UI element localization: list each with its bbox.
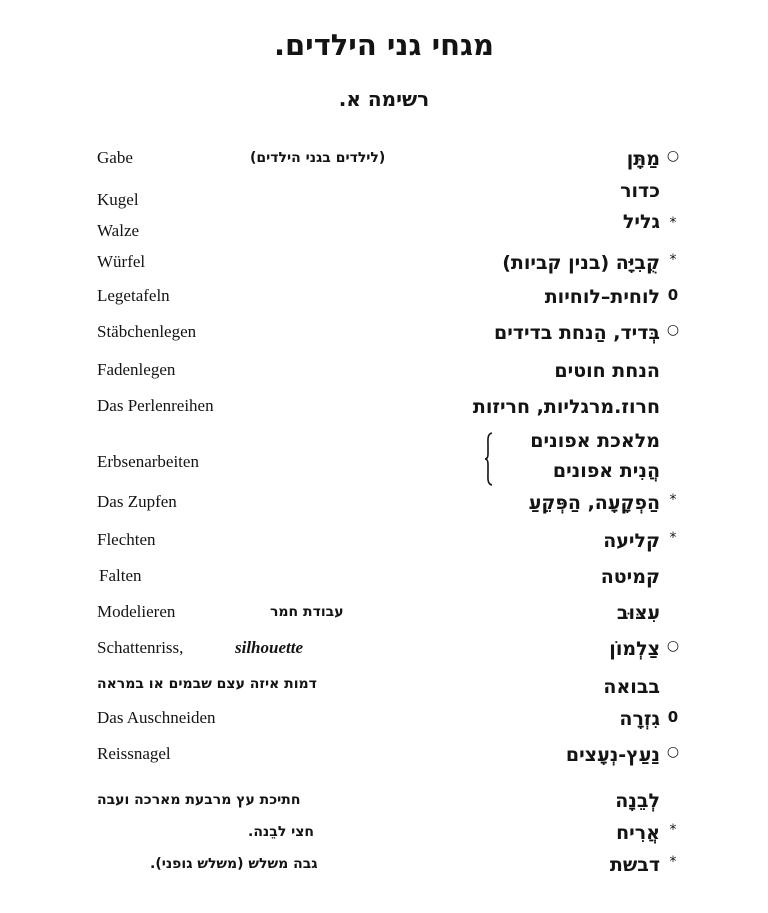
german-term: Reissnagel [97,744,171,763]
german-term: Legetafeln [97,286,170,305]
hebrew-term: חרוז.מרגליות, חריזות [472,396,660,418]
german-term: Stäbchenlegen [97,322,197,341]
list-item [0,530,768,560]
entry-marker: ○ [666,638,680,654]
list-item [0,360,768,390]
german-term: Walze [97,221,140,240]
list-item [0,854,768,884]
entry-note: חצי לבֵנה. [248,824,315,840]
entry-note: גבה משלש (משלש גופני). [150,856,318,872]
list-item [0,492,768,522]
list-item [0,676,768,706]
hebrew-term: קמיטה [600,566,660,588]
hebrew-term: נַעַץ-נְעָצים [565,744,660,766]
page-subtitle: רשימה א. [338,87,430,111]
hebrew-term: מלאכת אפונים [530,430,660,452]
entry-marker: ○ [666,148,680,164]
brace-icon [484,432,494,486]
entry-marker: ○ [666,322,680,338]
entry-note: דמות איזה עצם שבמים או במראה [97,676,317,692]
hebrew-term: עִצּוּב [616,602,660,624]
german-term: Falten [99,566,142,585]
hebrew-term: קֻבִיָּה (בנין קביות) [502,252,660,274]
hebrew-term: קליעה [603,530,660,552]
hebrew-term: הנחת חוטים [554,360,660,382]
list-item [0,744,768,774]
entry-note: חתיכת עץ מרבעת מארכה ועבה [97,792,301,808]
list-item [0,638,768,668]
hebrew-term: גִזְרָה [619,708,660,730]
list-item [0,822,768,852]
hebrew-term: כדור [620,180,660,202]
list-item [0,252,768,282]
hebrew-term: הַפְקָעָה, הַפְּקֵעַ [528,492,660,514]
german-term: Kugel [97,190,139,209]
entry-marker: * [669,492,677,508]
german-term: Das Perlenreihen [97,396,214,415]
hebrew-term: לוחית–לוחיות [544,286,660,308]
hebrew-term: בְּדיד, הַנחת בדידים [493,322,660,344]
hebrew-term: הֲנִית אפונים [552,460,660,482]
german-term-extra: silhouette [235,638,304,657]
entry-marker: * [669,822,677,838]
hebrew-term: אֲרִיח [616,822,660,844]
german-term: Würfel [97,252,146,271]
list-item [0,790,768,820]
german-term: Modelieren [97,602,176,621]
list-item [0,602,768,632]
list-item [0,148,768,178]
list-item [0,566,768,596]
german-term: Schattenriss, [97,638,184,657]
list-item [0,322,768,352]
german-term: Das Auschneiden [97,708,216,727]
list-item [0,215,768,251]
hebrew-term: צַלְמוֹן [609,638,660,660]
hebrew-term: בבואה [603,676,660,698]
page-title: מגחי גני הילדים. [273,28,495,62]
german-term: Gabe [97,148,133,167]
entry-marker: * [669,252,677,268]
hebrew-term: דבשת [609,854,660,876]
german-term: Flechten [97,530,156,549]
entry-marker: * [669,530,677,546]
list-item [0,286,768,316]
german-term: Das Zupfen [97,492,177,511]
entry-marker: * [669,215,677,231]
entry-marker: 0 [667,708,679,726]
entry-note: עבודת חמר [270,604,344,620]
entry-marker: * [669,854,677,870]
hebrew-term: מַתָּן [626,148,660,170]
list-item [0,396,768,426]
entry-marker: ○ [666,744,680,760]
entry-note: (לילדים בגני הילדים) [250,150,386,166]
entry-marker: 0 [667,286,679,304]
german-term: Fadenlegen [97,360,176,379]
list-item [0,708,768,738]
hebrew-term: לְבֵנָה [615,790,660,812]
hebrew-term: גליל [622,211,660,233]
list-item [0,460,768,490]
german-term: Erbsenarbeiten [97,452,199,471]
